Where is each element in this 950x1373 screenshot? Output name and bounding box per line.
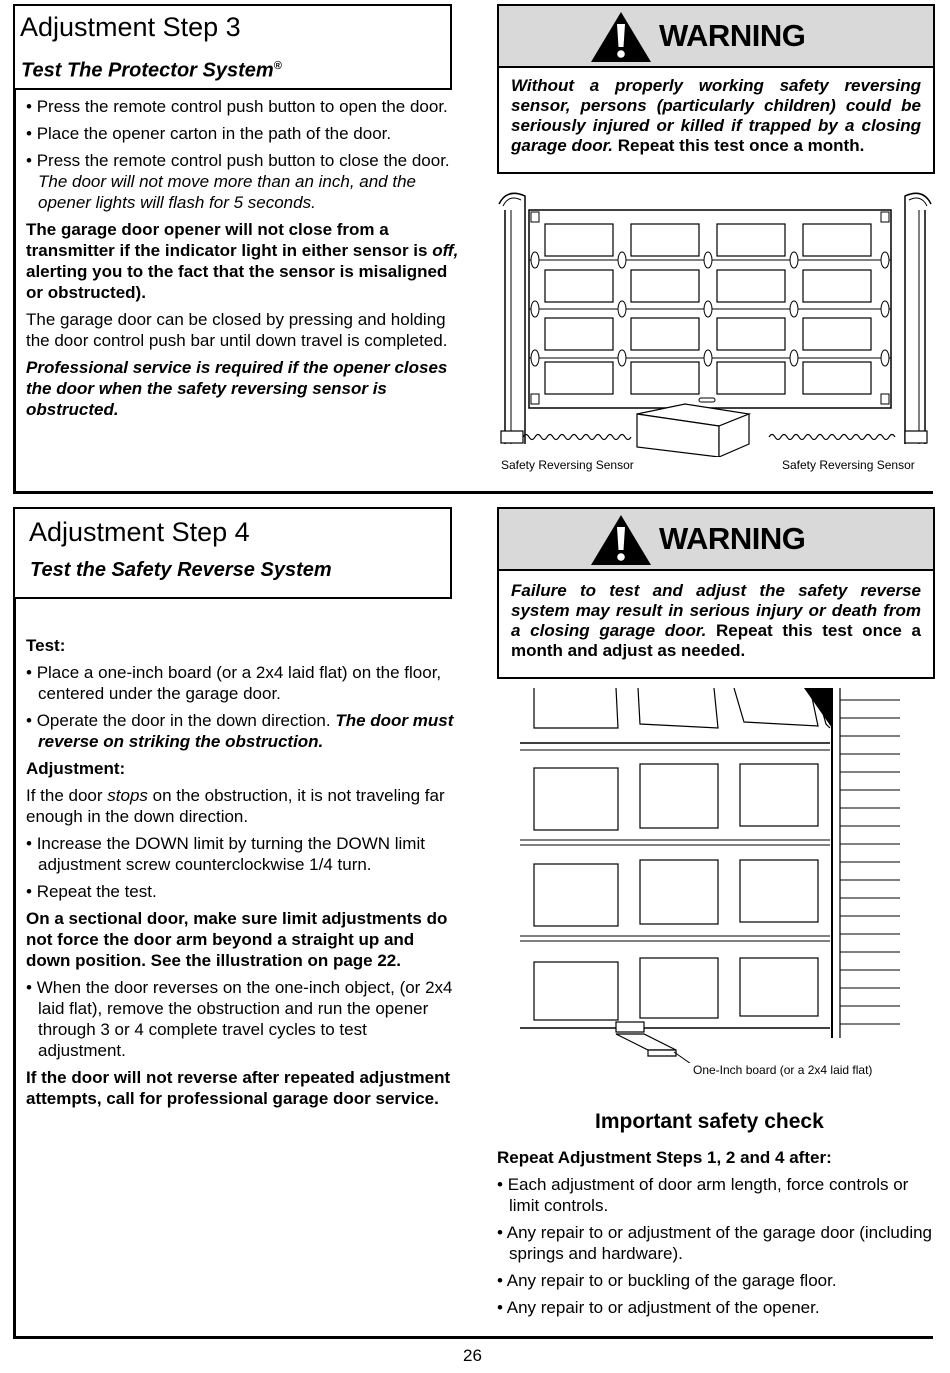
step4-adj-bullet-1: • Increase the DOWN limit by turning the DOWN limit adjustment screw counterclockwise 1/4 turn. [26, 833, 456, 875]
warning-2-italic: Failure to test and adjust the safety reverse system may result in serious injury or death from a closing garage door. [511, 581, 921, 640]
warning-box-1 [497, 4, 935, 174]
step3-bullet-3-italic: The door will not move more than an inch, and the opener lights will flash for 5 seconds. [38, 172, 416, 212]
step4-adj-para-1b: on the obstruction, it is not traveling far enough in the down direction. [26, 786, 445, 826]
step4-adj-stops: stops [107, 786, 148, 805]
step3-bullet-2: • Place the opener carton in the path of the door. [26, 123, 466, 144]
safety-check-item: • Any repair to or adjustment of the garage door (including springs and hardware). [497, 1222, 933, 1264]
warning-label-1: WARNING [659, 18, 806, 53]
step3-header-box [13, 4, 452, 90]
step3-para-1b: alerting you to the fact that the sensor is misaligned or obstructed). [26, 262, 448, 302]
safety-check-lead: Repeat Adjustment Steps 1, 2 and 4 after: [497, 1148, 832, 1167]
step4-adjustment-heading: Adjustment: [26, 759, 126, 778]
step3-subtitle [21, 54, 282, 83]
warning-triangle-icon [589, 10, 653, 64]
warning-header-2 [499, 509, 933, 571]
step3-para-1a: The garage door opener will not close from a transmitter if the indicator light in either sensor is [26, 220, 433, 260]
divider-top [13, 491, 933, 494]
step3-para-1-off: off, [432, 241, 459, 260]
step3-subtitle-text: Test The Protector System [21, 59, 274, 82]
warning-2-plain: Repeat this test once a month and adjust as needed. [511, 621, 921, 660]
step4-adj-bullet-3: • When the door reverses on the one-inch object, (or 2x4 laid flat), remove the obstruction and run the opener through 3 or 4 complete travel cycles to test adjustment. [26, 977, 456, 1061]
step3-bullet-3 [26, 150, 466, 213]
sensor-label-right: Safety Reversing Sensor [782, 458, 915, 472]
warning-triangle-icon [589, 513, 653, 567]
warning-text-1 [499, 68, 933, 156]
safety-check-item: • Any repair to or adjustment of the opener. [497, 1297, 933, 1318]
step4-subtitle: Test the Safety Reverse System [30, 559, 332, 581]
step3-para-2: The garage door can be closed by pressing and holding the door control push bar until down travel is completed. [26, 310, 448, 350]
board-caption: One-Inch board (or a 2x4 laid flat) [693, 1063, 873, 1077]
step3-body [26, 96, 466, 426]
sensor-label-left: Safety Reversing Sensor [501, 458, 634, 472]
step4-body [26, 635, 456, 1115]
step3-para-1 [26, 219, 466, 303]
step4-header-box [13, 507, 452, 599]
warning-text-2 [499, 571, 933, 661]
step4-test-bullet-2 [26, 710, 456, 752]
garage-door-sensor-illustration [497, 182, 933, 457]
garage-door-board-illustration [520, 688, 933, 1063]
safety-check-body [497, 1147, 933, 1324]
page-number: 26 [463, 1346, 482, 1365]
step4-test-heading: Test: [26, 636, 66, 655]
step3-bullet-1: • Press the remote control push button to open the door. [26, 96, 466, 117]
divider-bottom [13, 1336, 933, 1339]
frame-left-bottom [13, 507, 16, 1339]
step4-test-bullet-1: • Place a one-inch board (or a 2x4 laid flat) on the floor, centered under the garage door. [26, 662, 456, 704]
registered-mark: ® [273, 60, 282, 72]
warning-1-plain: Repeat this test once a month. [613, 136, 865, 155]
safety-check-item: • Any repair to or buckling of the garage floor. [497, 1270, 933, 1291]
step4-title: Adjustment Step 4 [29, 517, 250, 547]
warning-header-1 [499, 6, 933, 68]
step4-test-bullet-2-bold: The door must reverse on striking the obstruction. [38, 711, 454, 751]
step4-adj-bullet-2: • Repeat the test. [26, 881, 456, 902]
step4-test-bullet-2-plain: Operate the door in the down direction. [36, 711, 336, 730]
safety-check-title: Important safety check [595, 1110, 824, 1133]
warning-label-2: WARNING [659, 521, 806, 556]
step4-adj-para-3: If the door will not reverse after repeated adjustment attempts, call for professional garage door service. [26, 1068, 451, 1108]
step4-adj-para-1 [26, 785, 456, 827]
step3-bullet-3-plain: Press the remote control push button to close the door. [36, 151, 450, 170]
step4-adj-para-2: On a sectional door, make sure limit adjustments do not force the door arm beyond a straight up and down position. See the illustration on page 22. [26, 909, 448, 970]
step3-para-3: Professional service is required if the opener closes the door when the safety reversing sensor is obstructed. [26, 358, 448, 419]
warning-1-italic: Without a properly working safety reversing sensor, persons (particularly children) could be seriously injured or killed if trapped by a closing garage door. [511, 76, 921, 155]
safety-check-item: • Each adjustment of door arm length, force controls or limit controls. [497, 1174, 933, 1216]
warning-box-2 [497, 507, 935, 679]
step4-adj-para-1a: If the door [26, 786, 108, 805]
step3-title: Adjustment Step 3 [20, 12, 241, 42]
